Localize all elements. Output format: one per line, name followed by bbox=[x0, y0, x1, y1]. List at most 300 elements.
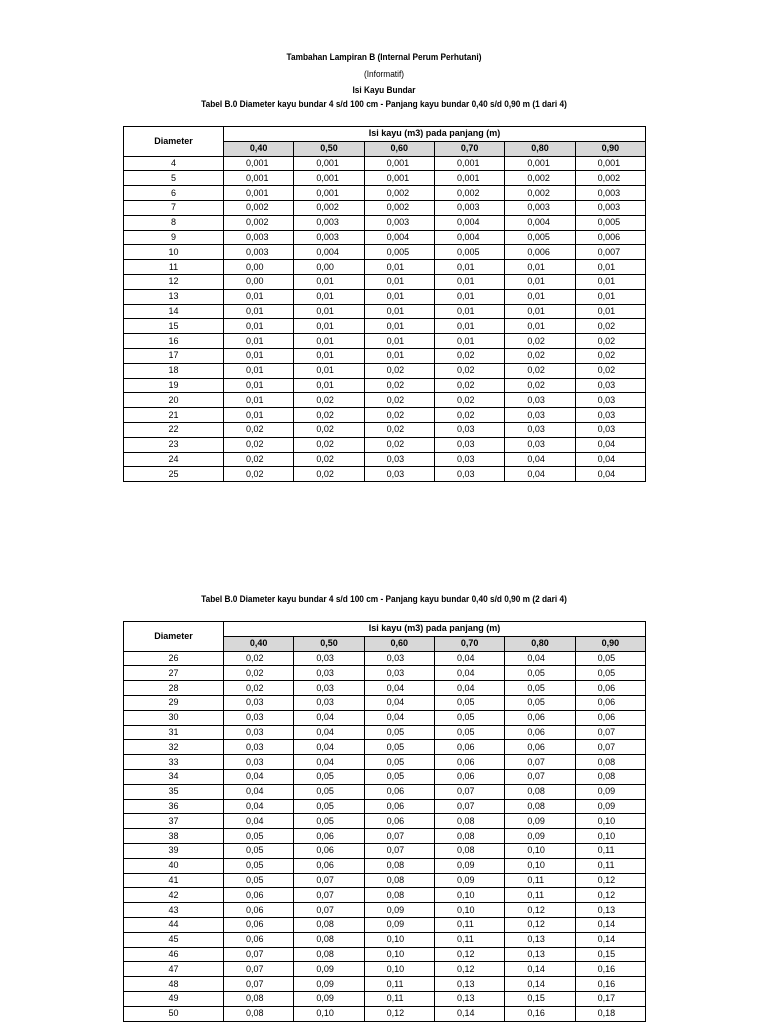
diameter-cell: 27 bbox=[124, 666, 224, 681]
volume-cell: 0,02 bbox=[575, 363, 645, 378]
volume-cell: 0,04 bbox=[505, 452, 575, 467]
table-row bbox=[124, 156, 646, 171]
diameter-cell: 41 bbox=[124, 873, 224, 888]
volume-cell: 0,03 bbox=[434, 452, 504, 467]
volume-cell: 0,09 bbox=[575, 799, 645, 814]
volume-cell: 0,04 bbox=[224, 769, 294, 784]
volume-cell: 0,11 bbox=[434, 932, 504, 947]
diameter-cell: 36 bbox=[124, 799, 224, 814]
volume-header: Isi kayu (m3) pada panjang (m) bbox=[224, 127, 646, 142]
volume-cell: 0,07 bbox=[575, 725, 645, 740]
diameter-cell: 15 bbox=[124, 319, 224, 334]
volume-cell: 0,02 bbox=[224, 681, 294, 696]
volume-cell: 0,003 bbox=[294, 215, 364, 230]
diameter-cell: 35 bbox=[124, 784, 224, 799]
volume-cell: 0,05 bbox=[505, 681, 575, 696]
volume-cell: 0,07 bbox=[224, 977, 294, 992]
volume-cell: 0,001 bbox=[294, 171, 364, 186]
volume-cell: 0,001 bbox=[505, 156, 575, 171]
volume-cell: 0,001 bbox=[294, 156, 364, 171]
volume-cell: 0,04 bbox=[434, 651, 504, 666]
table-row bbox=[124, 422, 646, 437]
volume-cell: 0,08 bbox=[364, 858, 434, 873]
volume-cell: 0,00 bbox=[294, 260, 364, 275]
volume-cell: 0,06 bbox=[224, 903, 294, 918]
volume-cell: 0,05 bbox=[364, 740, 434, 755]
volume-cell: 0,06 bbox=[364, 799, 434, 814]
volume-cell: 0,06 bbox=[224, 888, 294, 903]
table-row bbox=[124, 467, 646, 482]
diameter-cell: 47 bbox=[124, 962, 224, 977]
length-header: 0,60 bbox=[364, 636, 434, 651]
volume-cell: 0,05 bbox=[364, 725, 434, 740]
volume-cell: 0,03 bbox=[434, 422, 504, 437]
volume-cell: 0,08 bbox=[505, 784, 575, 799]
volume-cell: 0,07 bbox=[575, 740, 645, 755]
volume-cell: 0,11 bbox=[575, 858, 645, 873]
diameter-cell: 8 bbox=[124, 215, 224, 230]
diameter-cell: 19 bbox=[124, 378, 224, 393]
volume-cell: 0,005 bbox=[575, 215, 645, 230]
table-row bbox=[124, 274, 646, 289]
table-row bbox=[124, 858, 646, 873]
volume-cell: 0,04 bbox=[505, 467, 575, 482]
volume-cell: 0,07 bbox=[364, 843, 434, 858]
volume-cell: 0,09 bbox=[294, 962, 364, 977]
volume-cell: 0,002 bbox=[224, 215, 294, 230]
volume-cell: 0,02 bbox=[364, 437, 434, 452]
volume-header: Isi kayu (m3) pada panjang (m) bbox=[224, 622, 646, 637]
volume-cell: 0,03 bbox=[224, 710, 294, 725]
diameter-cell: 30 bbox=[124, 710, 224, 725]
volume-cell: 0,08 bbox=[434, 829, 504, 844]
volume-cell: 0,00 bbox=[224, 274, 294, 289]
volume-cell: 0,10 bbox=[575, 814, 645, 829]
volume-cell: 0,08 bbox=[224, 991, 294, 1006]
diameter-cell: 49 bbox=[124, 991, 224, 1006]
volume-cell: 0,01 bbox=[224, 304, 294, 319]
volume-cell: 0,09 bbox=[364, 917, 434, 932]
diameter-cell: 5 bbox=[124, 171, 224, 186]
diameter-cell: 17 bbox=[124, 348, 224, 363]
volume-cell: 0,002 bbox=[434, 186, 504, 201]
volume-cell: 0,07 bbox=[224, 947, 294, 962]
volume-cell: 0,007 bbox=[575, 245, 645, 260]
volume-cell: 0,09 bbox=[505, 829, 575, 844]
volume-cell: 0,08 bbox=[364, 873, 434, 888]
table-row bbox=[124, 962, 646, 977]
volume-cell: 0,01 bbox=[575, 274, 645, 289]
volume-cell: 0,03 bbox=[505, 408, 575, 423]
volume-cell: 0,004 bbox=[364, 230, 434, 245]
volume-cell: 0,04 bbox=[575, 467, 645, 482]
volume-cell: 0,14 bbox=[505, 977, 575, 992]
table-row bbox=[124, 769, 646, 784]
volume-cell: 0,10 bbox=[364, 947, 434, 962]
volume-cell: 0,01 bbox=[224, 378, 294, 393]
volume-cell: 0,001 bbox=[364, 171, 434, 186]
table-row bbox=[124, 363, 646, 378]
diameter-cell: 29 bbox=[124, 695, 224, 710]
volume-cell: 0,05 bbox=[505, 695, 575, 710]
volume-cell: 0,02 bbox=[224, 437, 294, 452]
volume-cell: 0,001 bbox=[434, 171, 504, 186]
volume-cell: 0,06 bbox=[575, 710, 645, 725]
volume-cell: 0,07 bbox=[294, 903, 364, 918]
table-row bbox=[124, 977, 646, 992]
volume-cell: 0,09 bbox=[575, 784, 645, 799]
length-header: 0,50 bbox=[294, 141, 364, 156]
volume-cell: 0,05 bbox=[434, 710, 504, 725]
volume-cell: 0,02 bbox=[505, 378, 575, 393]
volume-cell: 0,03 bbox=[575, 393, 645, 408]
volume-cell: 0,09 bbox=[434, 858, 504, 873]
volume-cell: 0,06 bbox=[434, 740, 504, 755]
volume-cell: 0,01 bbox=[294, 304, 364, 319]
volume-cell: 0,05 bbox=[224, 858, 294, 873]
volume-cell: 0,02 bbox=[364, 363, 434, 378]
volume-cell: 0,004 bbox=[434, 230, 504, 245]
volume-cell: 0,15 bbox=[505, 991, 575, 1006]
volume-cell: 0,04 bbox=[224, 784, 294, 799]
volume-cell: 0,01 bbox=[294, 378, 364, 393]
volume-cell: 0,13 bbox=[434, 977, 504, 992]
volume-cell: 0,02 bbox=[434, 378, 504, 393]
diameter-cell: 34 bbox=[124, 769, 224, 784]
table-row bbox=[124, 843, 646, 858]
document-title: Tambahan Lampiran B (Internal Perum Perhutani) bbox=[286, 52, 482, 62]
volume-cell: 0,04 bbox=[364, 681, 434, 696]
volume-cell: 0,09 bbox=[294, 991, 364, 1006]
volume-cell: 0,03 bbox=[224, 755, 294, 770]
table2-title: Tabel B.0 Diameter kayu bundar 4 s/d 100 cm - Panjang kayu bundar 0,40 s/d 0,90 m (2 dari 4) bbox=[201, 594, 567, 604]
volume-cell: 0,003 bbox=[294, 230, 364, 245]
volume-cell: 0,10 bbox=[434, 888, 504, 903]
volume-cell: 0,02 bbox=[294, 437, 364, 452]
volume-cell: 0,02 bbox=[364, 378, 434, 393]
volume-cell: 0,04 bbox=[505, 651, 575, 666]
length-header: 0,80 bbox=[505, 141, 575, 156]
table-row bbox=[124, 1006, 646, 1021]
volume-cell: 0,006 bbox=[575, 230, 645, 245]
volume-table-2 bbox=[123, 621, 646, 1022]
volume-cell: 0,08 bbox=[294, 917, 364, 932]
section-heading: Isi Kayu Bundar bbox=[352, 85, 416, 95]
volume-cell: 0,01 bbox=[505, 289, 575, 304]
volume-cell: 0,02 bbox=[294, 393, 364, 408]
volume-cell: 0,14 bbox=[434, 1006, 504, 1021]
volume-cell: 0,05 bbox=[224, 873, 294, 888]
volume-cell: 0,03 bbox=[294, 695, 364, 710]
volume-cell: 0,01 bbox=[224, 408, 294, 423]
volume-cell: 0,01 bbox=[224, 289, 294, 304]
volume-cell: 0,03 bbox=[505, 437, 575, 452]
volume-cell: 0,06 bbox=[224, 917, 294, 932]
volume-cell: 0,12 bbox=[575, 873, 645, 888]
table-row bbox=[124, 289, 646, 304]
volume-cell: 0,06 bbox=[294, 843, 364, 858]
volume-cell: 0,02 bbox=[505, 363, 575, 378]
diameter-cell: 45 bbox=[124, 932, 224, 947]
table-row bbox=[124, 186, 646, 201]
table-row bbox=[124, 230, 646, 245]
table-row bbox=[124, 393, 646, 408]
length-header: 0,50 bbox=[294, 636, 364, 651]
table-row bbox=[124, 200, 646, 215]
volume-cell: 0,06 bbox=[434, 755, 504, 770]
length-header: 0,90 bbox=[575, 636, 645, 651]
volume-cell: 0,002 bbox=[364, 200, 434, 215]
volume-cell: 0,02 bbox=[294, 452, 364, 467]
volume-cell: 0,01 bbox=[364, 319, 434, 334]
diameter-header: Diameter bbox=[124, 127, 224, 157]
volume-cell: 0,07 bbox=[434, 784, 504, 799]
diameter-cell: 31 bbox=[124, 725, 224, 740]
volume-cell: 0,02 bbox=[294, 422, 364, 437]
volume-cell: 0,09 bbox=[294, 977, 364, 992]
volume-cell: 0,02 bbox=[575, 348, 645, 363]
diameter-cell: 33 bbox=[124, 755, 224, 770]
volume-cell: 0,02 bbox=[224, 452, 294, 467]
volume-cell: 0,04 bbox=[294, 725, 364, 740]
diameter-cell: 6 bbox=[124, 186, 224, 201]
diameter-cell: 18 bbox=[124, 363, 224, 378]
volume-cell: 0,14 bbox=[575, 917, 645, 932]
volume-cell: 0,01 bbox=[364, 304, 434, 319]
diameter-cell: 42 bbox=[124, 888, 224, 903]
volume-cell: 0,002 bbox=[364, 186, 434, 201]
volume-cell: 0,10 bbox=[364, 932, 434, 947]
volume-cell: 0,01 bbox=[364, 348, 434, 363]
volume-cell: 0,01 bbox=[434, 274, 504, 289]
length-header: 0,70 bbox=[434, 141, 504, 156]
table-row bbox=[124, 755, 646, 770]
volume-cell: 0,05 bbox=[224, 843, 294, 858]
diameter-cell: 10 bbox=[124, 245, 224, 260]
volume-cell: 0,05 bbox=[294, 814, 364, 829]
volume-cell: 0,05 bbox=[294, 799, 364, 814]
diameter-cell: 28 bbox=[124, 681, 224, 696]
volume-cell: 0,11 bbox=[364, 991, 434, 1006]
table-row bbox=[124, 814, 646, 829]
volume-cell: 0,04 bbox=[575, 437, 645, 452]
volume-cell: 0,001 bbox=[294, 186, 364, 201]
diameter-cell: 37 bbox=[124, 814, 224, 829]
volume-cell: 0,10 bbox=[575, 829, 645, 844]
volume-cell: 0,004 bbox=[434, 215, 504, 230]
table-row bbox=[124, 304, 646, 319]
diameter-cell: 48 bbox=[124, 977, 224, 992]
table-row bbox=[124, 932, 646, 947]
volume-cell: 0,08 bbox=[364, 888, 434, 903]
volume-cell: 0,16 bbox=[575, 962, 645, 977]
volume-cell: 0,02 bbox=[434, 408, 504, 423]
volume-cell: 0,05 bbox=[364, 755, 434, 770]
volume-cell: 0,03 bbox=[434, 467, 504, 482]
volume-cell: 0,10 bbox=[364, 962, 434, 977]
volume-cell: 0,02 bbox=[434, 363, 504, 378]
volume-cell: 0,01 bbox=[224, 334, 294, 349]
volume-cell: 0,01 bbox=[505, 319, 575, 334]
table-row bbox=[124, 903, 646, 918]
volume-cell: 0,005 bbox=[505, 230, 575, 245]
volume-cell: 0,01 bbox=[434, 289, 504, 304]
volume-cell: 0,08 bbox=[505, 799, 575, 814]
volume-cell: 0,005 bbox=[364, 245, 434, 260]
volume-cell: 0,01 bbox=[434, 334, 504, 349]
volume-cell: 0,04 bbox=[294, 755, 364, 770]
table-row bbox=[124, 740, 646, 755]
volume-cell: 0,02 bbox=[224, 422, 294, 437]
volume-cell: 0,02 bbox=[364, 393, 434, 408]
diameter-cell: 23 bbox=[124, 437, 224, 452]
volume-cell: 0,06 bbox=[505, 725, 575, 740]
volume-cell: 0,01 bbox=[224, 348, 294, 363]
volume-cell: 0,002 bbox=[575, 171, 645, 186]
volume-cell: 0,003 bbox=[505, 200, 575, 215]
table-row bbox=[124, 245, 646, 260]
volume-cell: 0,02 bbox=[505, 348, 575, 363]
table-row bbox=[124, 681, 646, 696]
volume-cell: 0,02 bbox=[434, 393, 504, 408]
table-row bbox=[124, 651, 646, 666]
volume-cell: 0,12 bbox=[505, 903, 575, 918]
volume-cell: 0,12 bbox=[434, 962, 504, 977]
length-header: 0,60 bbox=[364, 141, 434, 156]
volume-cell: 0,07 bbox=[505, 755, 575, 770]
volume-cell: 0,03 bbox=[364, 651, 434, 666]
volume-cell: 0,06 bbox=[575, 695, 645, 710]
table-row bbox=[124, 171, 646, 186]
diameter-cell: 16 bbox=[124, 334, 224, 349]
table-row bbox=[124, 710, 646, 725]
table-row bbox=[124, 437, 646, 452]
volume-cell: 0,03 bbox=[294, 681, 364, 696]
volume-cell: 0,04 bbox=[575, 452, 645, 467]
volume-cell: 0,06 bbox=[364, 784, 434, 799]
volume-cell: 0,003 bbox=[224, 230, 294, 245]
volume-cell: 0,03 bbox=[224, 725, 294, 740]
table-row bbox=[124, 799, 646, 814]
table-row bbox=[124, 452, 646, 467]
volume-cell: 0,01 bbox=[294, 334, 364, 349]
volume-cell: 0,12 bbox=[434, 947, 504, 962]
volume-cell: 0,03 bbox=[575, 422, 645, 437]
volume-cell: 0,02 bbox=[434, 348, 504, 363]
diameter-cell: 21 bbox=[124, 408, 224, 423]
table-row bbox=[124, 784, 646, 799]
volume-cell: 0,02 bbox=[364, 422, 434, 437]
length-header: 0,80 bbox=[505, 636, 575, 651]
table-row bbox=[124, 888, 646, 903]
diameter-cell: 22 bbox=[124, 422, 224, 437]
volume-cell: 0,02 bbox=[294, 467, 364, 482]
volume-cell: 0,08 bbox=[294, 932, 364, 947]
volume-cell: 0,01 bbox=[434, 304, 504, 319]
diameter-cell: 13 bbox=[124, 289, 224, 304]
diameter-cell: 24 bbox=[124, 452, 224, 467]
table2-body bbox=[124, 651, 646, 1021]
diameter-cell: 4 bbox=[124, 156, 224, 171]
volume-cell: 0,02 bbox=[294, 408, 364, 423]
table-row bbox=[124, 334, 646, 349]
table-row bbox=[124, 378, 646, 393]
volume-cell: 0,02 bbox=[224, 666, 294, 681]
volume-cell: 0,04 bbox=[434, 681, 504, 696]
volume-cell: 0,01 bbox=[294, 319, 364, 334]
volume-cell: 0,07 bbox=[364, 829, 434, 844]
diameter-cell: 32 bbox=[124, 740, 224, 755]
volume-cell: 0,04 bbox=[294, 740, 364, 755]
volume-cell: 0,00 bbox=[224, 260, 294, 275]
volume-cell: 0,13 bbox=[505, 932, 575, 947]
volume-cell: 0,03 bbox=[224, 740, 294, 755]
diameter-cell: 14 bbox=[124, 304, 224, 319]
volume-cell: 0,05 bbox=[294, 784, 364, 799]
volume-cell: 0,14 bbox=[505, 962, 575, 977]
diameter-cell: 11 bbox=[124, 260, 224, 275]
table-row bbox=[124, 695, 646, 710]
volume-cell: 0,01 bbox=[505, 260, 575, 275]
volume-cell: 0,03 bbox=[505, 393, 575, 408]
volume-cell: 0,001 bbox=[224, 171, 294, 186]
volume-cell: 0,002 bbox=[224, 200, 294, 215]
volume-cell: 0,04 bbox=[434, 666, 504, 681]
volume-cell: 0,01 bbox=[434, 260, 504, 275]
volume-cell: 0,01 bbox=[364, 260, 434, 275]
volume-cell: 0,05 bbox=[434, 695, 504, 710]
volume-cell: 0,005 bbox=[434, 245, 504, 260]
volume-cell: 0,03 bbox=[364, 666, 434, 681]
volume-cell: 0,12 bbox=[505, 917, 575, 932]
volume-cell: 0,06 bbox=[434, 769, 504, 784]
volume-cell: 0,15 bbox=[575, 947, 645, 962]
volume-cell: 0,01 bbox=[224, 393, 294, 408]
diameter-cell: 43 bbox=[124, 903, 224, 918]
diameter-cell: 44 bbox=[124, 917, 224, 932]
volume-cell: 0,03 bbox=[434, 437, 504, 452]
volume-cell: 0,08 bbox=[294, 947, 364, 962]
volume-cell: 0,11 bbox=[575, 843, 645, 858]
diameter-cell: 7 bbox=[124, 200, 224, 215]
volume-cell: 0,003 bbox=[224, 245, 294, 260]
table-row bbox=[124, 215, 646, 230]
volume-cell: 0,05 bbox=[505, 666, 575, 681]
diameter-cell: 46 bbox=[124, 947, 224, 962]
volume-cell: 0,01 bbox=[294, 348, 364, 363]
volume-cell: 0,01 bbox=[364, 334, 434, 349]
diameter-cell: 39 bbox=[124, 843, 224, 858]
volume-cell: 0,07 bbox=[294, 888, 364, 903]
volume-cell: 0,04 bbox=[224, 814, 294, 829]
volume-cell: 0,05 bbox=[224, 829, 294, 844]
volume-cell: 0,06 bbox=[575, 681, 645, 696]
volume-cell: 0,03 bbox=[364, 467, 434, 482]
volume-cell: 0,08 bbox=[434, 814, 504, 829]
volume-cell: 0,12 bbox=[575, 888, 645, 903]
volume-cell: 0,01 bbox=[294, 289, 364, 304]
volume-cell: 0,06 bbox=[505, 740, 575, 755]
table1-body bbox=[124, 156, 646, 482]
volume-cell: 0,09 bbox=[364, 903, 434, 918]
volume-cell: 0,07 bbox=[505, 769, 575, 784]
volume-cell: 0,001 bbox=[224, 186, 294, 201]
volume-cell: 0,08 bbox=[224, 1006, 294, 1021]
volume-cell: 0,09 bbox=[434, 873, 504, 888]
volume-cell: 0,11 bbox=[505, 873, 575, 888]
volume-cell: 0,14 bbox=[575, 932, 645, 947]
volume-cell: 0,17 bbox=[575, 991, 645, 1006]
